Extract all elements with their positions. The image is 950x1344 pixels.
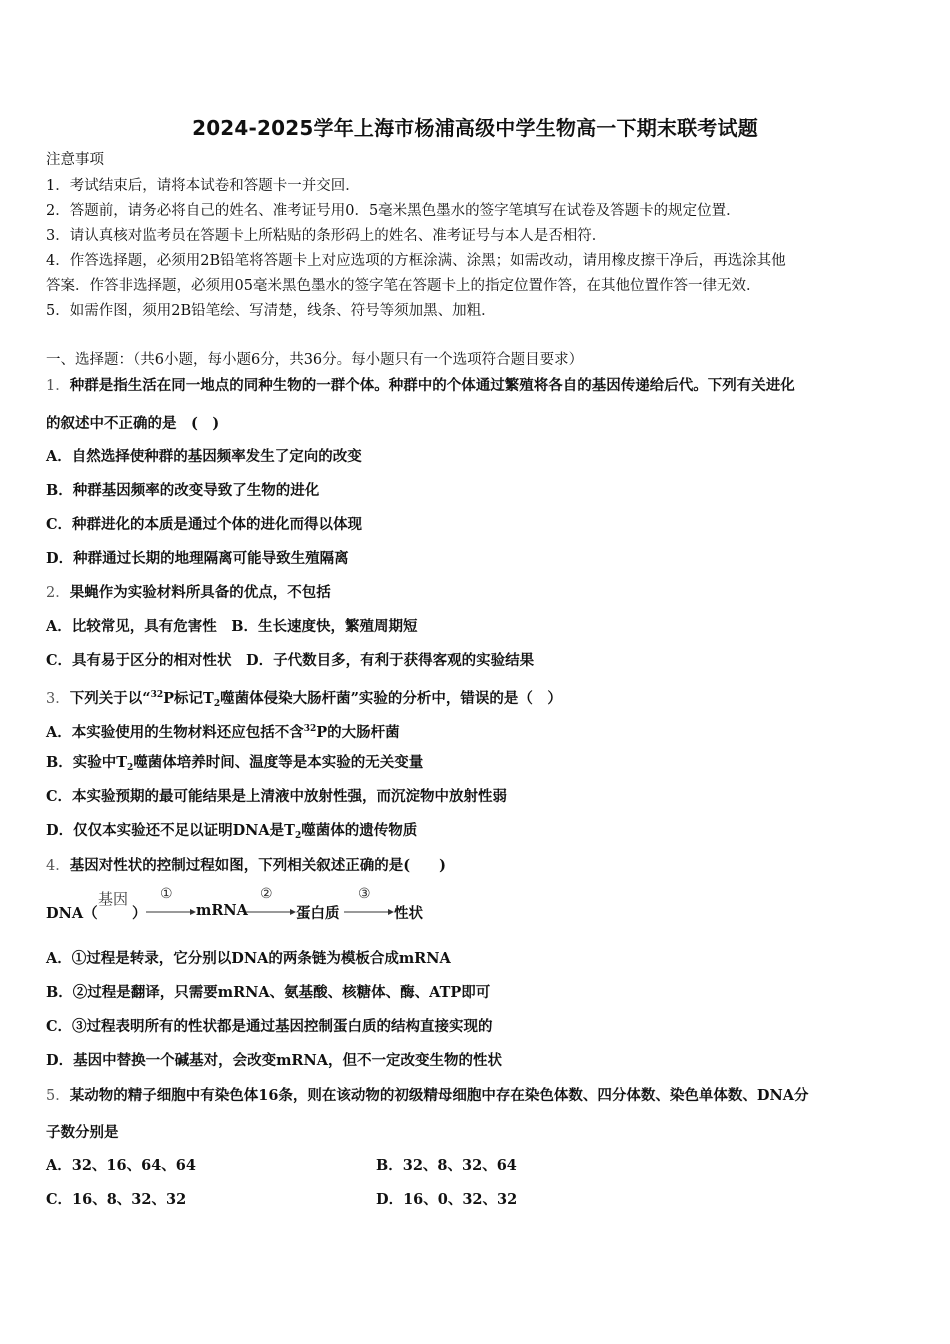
option-ab: A．比较常见，具有危害性 B．生长速度快，繁殖周期短 bbox=[46, 618, 418, 635]
question-1-stem-cont: 的叙述中不正确的是 ( ) bbox=[46, 415, 220, 432]
option-b bbox=[46, 753, 423, 778]
text-part: B．实验中T bbox=[46, 754, 128, 771]
text-part: D．仅仅本实验还不足以证明DNA是T bbox=[46, 822, 295, 839]
option-d: D．基因中替换一个碱基对，会改变mRNA，但不一定改变生物的性状 bbox=[46, 1052, 502, 1069]
option-cd: C．具有易于区分的相对性状 D．子代数目多，有利于获得客观的实验结果 bbox=[46, 652, 535, 669]
option-b: B．32、8、32、64 bbox=[376, 1157, 517, 1174]
notice-item: 4．作答选择题，必须用2B铅笔将答题卡上对应选项的方框涂满、涂黑；如需改动，请用橡皮擦干净后，再选涂其他 bbox=[46, 253, 786, 269]
notice-item: 答案．作答非选择题，必须用05毫米黑色墨水的签字笔在答题卡上的指定位置作答，在其他位置作答一律无效． bbox=[46, 278, 761, 294]
question-text: 某动物的精子细胞中有染色体16条，则在该动物的初级精母细胞中存在染色体数、四分体数、染色单体数、DNA分 bbox=[69, 1087, 809, 1104]
question-number: 1． bbox=[46, 378, 70, 394]
flow-step-3: ③ bbox=[358, 886, 371, 902]
notice-item: 3．请认真核对监考员在答题卡上所粘贴的条形码上的姓名、准考证号与本人是否相符． bbox=[46, 228, 607, 244]
option-a: A．①过程是转录，它分别以DNA的两条链为模板合成mRNA bbox=[46, 950, 451, 967]
flow-protein: 蛋白质 bbox=[296, 905, 340, 922]
option-a: A．自然选择使种群的基因频率发生了定向的改变 bbox=[46, 448, 362, 465]
option-b: B．种群基因频率的改变导致了生物的进化 bbox=[46, 482, 320, 499]
gene-expression-flow-diagram bbox=[46, 884, 466, 928]
option-a bbox=[46, 719, 400, 743]
flow-step-2: ② bbox=[260, 886, 273, 902]
notice-item: 2．答题前，请务必将自己的姓名、准考证号用0．5毫米黑色墨水的签字笔填写在试卷及答题卡的规定位置． bbox=[46, 203, 741, 219]
option-d bbox=[46, 821, 417, 846]
text-part: P的大肠杆菌 bbox=[316, 724, 400, 741]
flow-trait: 性状 bbox=[394, 905, 423, 922]
flow-dna: DNA（ bbox=[46, 905, 98, 922]
option-d: D．16、0、32、32 bbox=[376, 1191, 518, 1208]
flow-mrna: mRNA bbox=[196, 902, 248, 919]
text-part: 下列关于以“ bbox=[69, 690, 151, 707]
question-number: 5． bbox=[46, 1088, 70, 1104]
question-text: 基因对性状的控制过程如图，下列相关叙述正确的是( ) bbox=[69, 857, 446, 874]
question-4-stem bbox=[46, 856, 446, 876]
notice-heading: 注意事项 bbox=[46, 152, 104, 168]
flow-step-1: ① bbox=[160, 886, 173, 902]
option-c: C．本实验预期的最可能结果是上清液中放射性强，而沉淀物中放射性弱 bbox=[46, 788, 508, 805]
section-heading: 一、选择题：（共6小题，每小题6分，共36分。每小题只有一个选项符合题目要求） bbox=[46, 352, 584, 368]
subscript: 2 bbox=[294, 831, 302, 841]
text-part: P标记T bbox=[163, 690, 214, 707]
question-5-stem-cont: 子数分别是 bbox=[46, 1124, 119, 1141]
notice-item: 1．考试结束后，请将本试卷和答题卡一并交回． bbox=[46, 178, 360, 194]
text-part: 噬菌体侵染大肠杆菌”实验的分析中，错误的是（ ） bbox=[220, 690, 562, 707]
option-d: D．种群通过长期的地理隔离可能导致生殖隔离 bbox=[46, 550, 349, 567]
flow-close-paren: ） bbox=[132, 905, 147, 922]
question-text: 果蝇作为实验材料所具备的优点，不包括 bbox=[69, 584, 331, 601]
page-title: 2024-2025学年上海市杨浦高级中学生物高一下期末联考试题 bbox=[192, 116, 758, 140]
superscript: 32 bbox=[303, 724, 317, 734]
question-2-stem bbox=[46, 583, 331, 603]
text-part: A．本实验使用的生物材料还应包括不含 bbox=[46, 724, 304, 741]
superscript: 32 bbox=[150, 690, 164, 700]
question-number: 2． bbox=[46, 585, 70, 601]
option-c: C．种群进化的本质是通过个体的进化而得以体现 bbox=[46, 516, 363, 533]
arrow-icon bbox=[146, 908, 196, 918]
text-part: 噬菌体培养时间、温度等是本实验的无关变量 bbox=[133, 754, 424, 771]
option-b: B．②过程是翻译，只需要mRNA、氨基酸、核糖体、酶、ATP即可 bbox=[46, 984, 491, 1001]
option-a: A．32、16、64、64 bbox=[46, 1157, 196, 1174]
question-1-stem bbox=[46, 376, 795, 396]
text-part: 噬菌体的遗传物质 bbox=[301, 822, 418, 839]
question-number: 3． bbox=[46, 691, 70, 707]
flow-gene: 基因 bbox=[98, 890, 129, 908]
arrow-icon bbox=[246, 908, 296, 918]
question-number: 4． bbox=[46, 858, 70, 874]
subscript: 2 bbox=[127, 763, 134, 773]
question-3-stem bbox=[46, 685, 562, 714]
question-5-stem bbox=[46, 1086, 809, 1106]
notice-item: 5．如需作图，须用2B铅笔绘、写清楚，线条、符号等须加黑、加粗． bbox=[46, 303, 496, 319]
option-c: C．16、8、32、32 bbox=[46, 1191, 187, 1208]
question-text: 种群是指生活在同一地点的同种生物的一群个体。种群中的个体通过繁殖将各自的基因传递给后代。下列有关进化 bbox=[69, 377, 795, 394]
subscript: 2 bbox=[213, 699, 221, 709]
option-c: C．③过程表明所有的性状都是通过基因控制蛋白质的结构直接实现的 bbox=[46, 1018, 493, 1035]
arrow-icon bbox=[344, 908, 394, 918]
